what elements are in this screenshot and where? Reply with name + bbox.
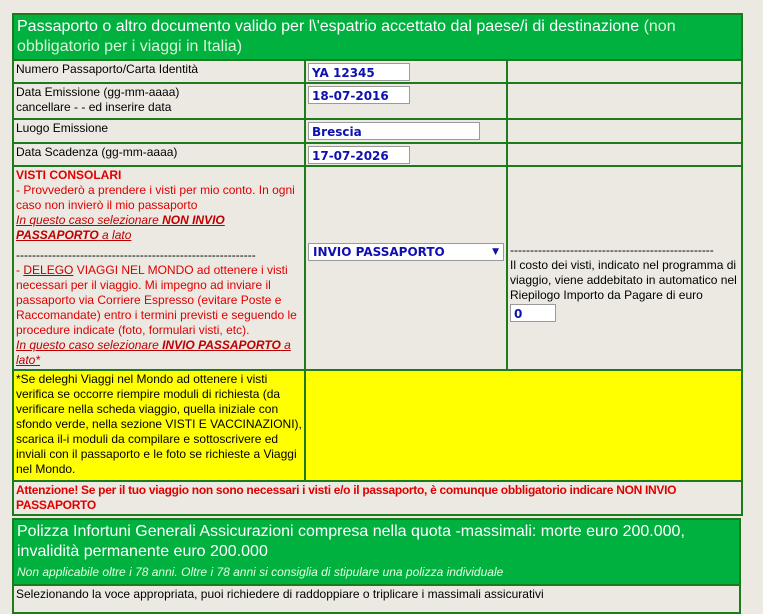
empty-cell [507, 83, 742, 119]
issue-date-input[interactable]: 18-07-2016 [308, 86, 410, 104]
select-value: INVIO PASSAPORTO [313, 244, 445, 259]
visa-note-2b: INVIO PASSAPORTO [162, 338, 281, 352]
empty-cell [305, 370, 742, 481]
issue-date-hint: cancellare - - ed inserire data [16, 100, 172, 114]
visa-note-1b: NON INVIO PASSAPORTO [16, 213, 225, 242]
visa-cost-input[interactable]: 0 [510, 304, 556, 322]
empty-cell [507, 143, 742, 166]
empty-cell [507, 119, 742, 143]
visa-option-self: - Provvederò a prendere i visti per mio conto. In ogni caso non invierò il mio passaporto [16, 183, 295, 212]
issue-place-label: Luogo Emissione [13, 119, 305, 143]
insurance-title: Polizza Infortuni Generali Assicurazioni compresa nella quota -massimali: morte euro 200.000, invalidità permanente euro 200.000 [17, 523, 685, 560]
insurance-subtitle: Non applicabile oltre i 78 anni. Oltre i 78 anni si consiglia di stipulare una polizza individuale [17, 565, 504, 579]
separator: ------------------------------------------------------------ [16, 248, 256, 262]
visa-note-2a: In questo caso selezionare [16, 338, 163, 352]
passport-number-input[interactable]: YA 12345 [308, 63, 410, 81]
delego-link[interactable]: DELEGO [23, 263, 74, 277]
insurance-text: Selezionando la voce appropriata, puoi richiedere di raddoppiare o triplicare i massimali assicurativi [13, 585, 740, 613]
visa-cost-cell [507, 166, 742, 370]
issue-date-label-text: Data Emissione (gg-mm-aaaa) [16, 85, 180, 99]
insurance-header [13, 519, 740, 585]
insurance-table [12, 518, 741, 614]
visa-option-delegate-prefix: - [16, 263, 24, 277]
passport-send-select[interactable] [308, 243, 504, 261]
passport-title-note: (non obbligatorio per i viaggi in Italia) [17, 18, 676, 55]
visa-cost-text: Il costo dei visti, indicato nel programma di viaggio, viene addebitato in automatico nel Riepilogo Importo da Pagare di euro [510, 258, 737, 302]
visa-note-2c: a lato* [16, 338, 291, 367]
passport-title: Passaporto o altro documento valido per l\'espatrio accettato dal paese/i di destinazione [17, 18, 640, 35]
passport-number-label: Numero Passaporto/Carta Identità [13, 60, 305, 83]
empty-cell [507, 60, 742, 83]
issue-place-input[interactable]: Brescia [308, 122, 480, 140]
visa-note-1a: In questo caso selezionare [16, 213, 163, 227]
expiry-date-input[interactable]: 17-07-2026 [308, 146, 410, 164]
chevron-down-icon: ▼ [492, 246, 499, 257]
visa-note-1c: a lato [98, 228, 132, 242]
separator: --------------------------------------------------- [510, 243, 714, 257]
visa-heading: VISTI CONSOLARI [16, 168, 122, 182]
passport-header [13, 14, 742, 60]
visa-option-delegate: VIAGGI NEL MONDO ad ottenere i visti necessari per il viaggio. Mi impegno ad inviare il passaporto via Corriere Espresso (evitare Poste e Raccomandate) entro i termini previsti e seguendo le procedure indicate (foto, formulari visti, etc). [16, 263, 297, 337]
footnote: *Se deleghi Viaggi nel Mondo ad ottenere i visti verifica se occorre riempire moduli di richiesta (da verificare nella scheda viaggio, quella iniziale con sfondo verde, nella sezione VISTI E VACCINAZIONI), scarica il-i moduli da compilare e sottoscrivere ed inviali con il passaporto e le foto se richieste a Viaggi nel Mondo. [13, 370, 305, 481]
issue-date-label [13, 83, 305, 119]
expiry-date-label: Data Scadenza (gg-mm-aaaa) [13, 143, 305, 166]
passport-table [12, 13, 743, 516]
warning-text: Attenzione! Se per il tuo viaggio non sono necessari i visti e/o il passaporto, è comunque obbligatorio indicare NON INVIO PASSAPORTO [13, 481, 742, 515]
visa-options-cell [13, 166, 305, 370]
